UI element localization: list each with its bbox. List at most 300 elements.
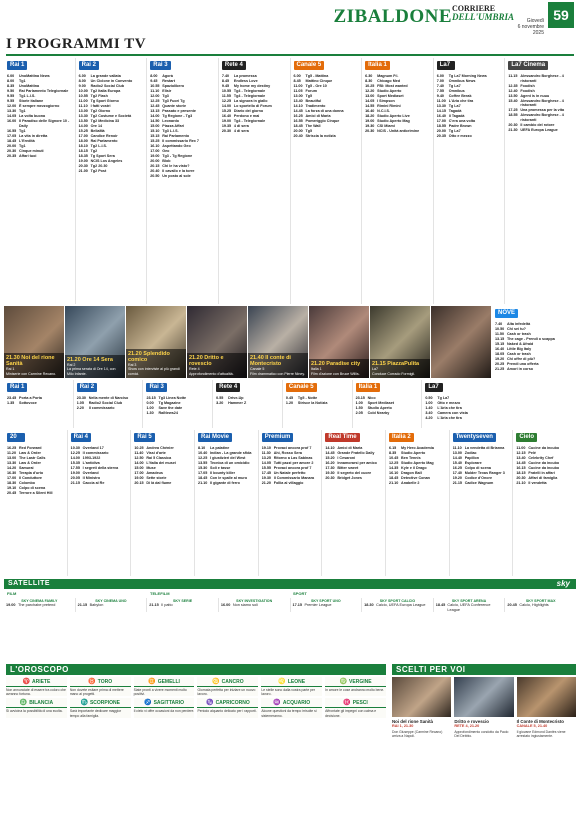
programme-time: 10.30 (70, 446, 80, 450)
programme-row (150, 129, 215, 134)
satellite-channel (219, 598, 291, 612)
programme-title: Diario del giorno (233, 109, 264, 113)
channel-column (450, 430, 514, 576)
programme-time: 13.25 (261, 456, 271, 460)
channel-column (492, 306, 576, 426)
programme-time: 15.40 (508, 98, 518, 103)
programme-row (437, 99, 502, 104)
programme-title: Tg Sport Sera (90, 154, 115, 158)
programme-time: 16.40 (436, 114, 446, 118)
sign-name: VERGINE (349, 678, 372, 685)
satellite-channel (505, 598, 576, 612)
programme-row (294, 124, 359, 129)
programme-time: 12.25 (198, 456, 208, 460)
programme-row (79, 114, 144, 119)
zodiac-icon: ♍ (339, 679, 348, 685)
sign-header (134, 677, 195, 687)
programme-time: 21.15 (70, 481, 80, 485)
programme-row (79, 154, 144, 159)
programme-title: Il Paradiso delle Signore 10 - Daily (19, 119, 70, 128)
programme-row (508, 128, 573, 133)
programme-row (7, 104, 72, 109)
programme-title: The cage - Prendi o scappa (507, 337, 555, 341)
programme-title: Tg4 - Telegiornale (233, 89, 266, 93)
programme-row (436, 603, 503, 612)
programme-row (495, 322, 573, 327)
programme-row (79, 139, 144, 144)
channel-badge: Rai 2 (79, 61, 99, 70)
programme-title: Restart (162, 79, 175, 83)
programme-title: Con le spalle al muro (210, 476, 248, 480)
channel-column (422, 380, 491, 428)
programme-title: Prendi una offerta (507, 362, 539, 366)
programme-row (79, 109, 144, 114)
programme-time: 12.15 (516, 451, 526, 455)
programme-time: 20.00 (436, 129, 446, 133)
programme-time: 12.25 (389, 461, 399, 465)
programme-time: 18.35 (78, 154, 88, 158)
programme-row (262, 471, 319, 476)
programme-time: 6.15 (389, 446, 397, 450)
programme-title: Kyle e il Drago (401, 466, 427, 470)
pick-title: Il Conte di Montecristo (516, 719, 564, 724)
programme-row (453, 456, 510, 461)
channel-logo (7, 60, 72, 71)
programme-time: 13.00 (452, 451, 462, 455)
programme-title: I Simpson (377, 99, 395, 103)
programme-time: 14.00 (134, 461, 144, 465)
channel-column (74, 380, 144, 428)
sign-name: ACQUARIO (282, 699, 311, 706)
caption-text: Conduce Corrado Formigli. (372, 371, 416, 376)
programme-title: Tg5 - Mattina (305, 74, 329, 78)
programme-row (7, 89, 72, 94)
programme-row (146, 406, 209, 411)
satellite-category (362, 591, 434, 596)
programme-row (516, 471, 573, 476)
programme-time: 19.00 (70, 471, 80, 475)
channel-logo (222, 60, 287, 71)
programme-title: Tg2 Post (90, 169, 107, 173)
channel-column (219, 58, 291, 304)
programme-title: Muse (146, 466, 156, 470)
channel-column (362, 58, 434, 304)
programme-time: 16.25 (293, 114, 303, 118)
satellite-category (433, 591, 505, 596)
satellite-channel-name: SKY SPORT ARENA (451, 599, 487, 603)
programme-row (7, 149, 72, 154)
programme-row (294, 114, 359, 119)
programme-row (516, 456, 573, 461)
programme-time: 16.40 (495, 347, 505, 351)
programme-time: 15.30 (198, 466, 208, 470)
programme-row (262, 446, 319, 451)
programme-row (150, 84, 215, 89)
programme-row (425, 416, 488, 421)
channel-column (283, 380, 353, 428)
programme-title: Il vendetta (528, 481, 547, 485)
channel-badge: Rai 3 (150, 61, 170, 70)
programme-row (222, 89, 287, 94)
programme-time: 9.40 (436, 94, 444, 98)
sign-text: Alcune questioni da tempo irrisolte si sistemeranno. (261, 709, 317, 718)
programme-row (294, 104, 359, 109)
programme-row (79, 124, 144, 129)
programme-row (356, 396, 419, 401)
sign-name: CAPRICORNO (215, 699, 250, 706)
channel-logo (7, 382, 70, 393)
programme-title: Rai 5 Classica (146, 456, 172, 460)
channel-logo (79, 60, 144, 71)
programme-time: 21.15 (452, 481, 462, 485)
prime-time-photo (126, 306, 186, 378)
programme-title: Tutti pazzi per amore 2 (273, 461, 314, 465)
programme-row (146, 411, 209, 416)
programme-row (508, 123, 573, 128)
zodiac-icon: ♌ (278, 679, 286, 685)
programme-row (150, 109, 215, 114)
programme-time: 20.45 (507, 603, 517, 608)
programme-title: Tg2 Flash (90, 94, 108, 98)
programme-row (425, 396, 488, 401)
programme-time: 19.20 (452, 476, 462, 480)
programme-row (150, 139, 215, 144)
channel-logo (262, 432, 319, 443)
programme-row (437, 104, 502, 109)
programme-row (437, 94, 502, 99)
programme-time: 0.45 (285, 396, 294, 400)
programme-row (262, 476, 319, 481)
programme-title: I giustizieri del West (210, 456, 246, 460)
programme-title: Ahi, Rosso Sera (273, 451, 302, 455)
prime-time-photos (4, 306, 491, 378)
programme-title: Il segreto del cuore (337, 471, 372, 475)
programme-title: L'antidiva (82, 461, 100, 465)
programme-title: Tg2 Italia Europa (90, 89, 121, 93)
caption-channel: La7 (372, 367, 378, 372)
channel-badge: Rai 1 (7, 61, 27, 70)
pick-channel: RETE 4, 21.20 (454, 724, 480, 728)
programme-row (453, 471, 510, 476)
channel-logo (495, 308, 573, 319)
programme-time: 20.35 (436, 134, 446, 138)
programme-time: 13.50 (508, 93, 518, 98)
programme-time: 11.40 (134, 451, 144, 455)
programme-time: 0.55 (216, 396, 224, 400)
programme-title: Elisir (162, 89, 172, 93)
programme-time: 0.50 (425, 396, 433, 400)
channel-badge: Rai 5 (134, 433, 154, 442)
sign-header (6, 698, 67, 708)
caption-title: Ore 14 Sera (82, 357, 113, 364)
programme-title: I Cesaroni (337, 456, 356, 460)
programme-time: 19.00 (365, 119, 375, 123)
programme-time: 18.45 (293, 124, 303, 128)
programme-row (7, 481, 64, 486)
programme-title: Ore 14 (90, 124, 103, 128)
programme-title: Innamorarsi per amico (337, 461, 377, 465)
programme-time: 3.20 (216, 401, 224, 405)
channel-badge: La7 Cinema (508, 61, 548, 70)
programme-title: Padre Brown (448, 124, 472, 128)
programme-time: 6.30 (365, 74, 373, 78)
programme-row (7, 456, 64, 461)
programme-title: Agent is in nuuu (520, 93, 550, 98)
programme-row (146, 401, 209, 406)
programme-title: Studio Aperto (367, 406, 392, 410)
horoscope-sign (6, 698, 67, 717)
programme-time: 13.00 (365, 94, 375, 98)
channel-badge: Italia 1 (356, 383, 381, 392)
channel-logo (294, 60, 359, 71)
programme-row (222, 129, 287, 134)
programme-row (7, 491, 64, 496)
horoscope-sign (197, 677, 258, 696)
channel-badge: Twentyseven (453, 433, 496, 442)
programme-time: 17.05 (198, 471, 208, 475)
programme-title: Studio Aperto Mag (401, 461, 434, 465)
channel-logo (508, 60, 573, 71)
programme-time: 20.30 (325, 476, 335, 480)
pick-text: Don Giuseppe (Carmine Recano) arriva a Napoli. (392, 729, 443, 738)
programme-time: 8.45 (221, 79, 230, 83)
photo-caption (126, 349, 186, 378)
programme-row (7, 396, 70, 401)
programme-row (365, 94, 430, 99)
sign-name: SCORPIONE (89, 699, 120, 706)
satellite-category: TELEFILM (150, 591, 170, 596)
programme-row (150, 119, 215, 124)
programme-row (325, 461, 382, 466)
programme-row (516, 476, 573, 481)
programme-row (294, 89, 359, 94)
programme-title: UnoMattina (19, 84, 40, 88)
programme-row (79, 89, 144, 94)
programme-title: Tg2 Costume e Società (90, 114, 132, 118)
programme-time: 20.50 (150, 174, 160, 178)
satellite-category: SPORT (293, 591, 307, 596)
programme-title: Calcio, UEFA Conference League (447, 603, 491, 612)
sign-text: Non annunciate di essere tra coloro che avranno fortuna. (6, 688, 66, 697)
programme-time: 8.30 (365, 79, 373, 83)
programme-time: 14.00 (78, 124, 88, 128)
programme-title: Alessandro Borghese - 4 ristoranti (520, 74, 564, 83)
programme-title: Bitter sweet (337, 466, 359, 470)
programme-time: 21.10 (389, 481, 399, 485)
channel-badge: La7 (425, 383, 443, 392)
horoscope-sign (197, 698, 258, 717)
programme-row (79, 129, 144, 134)
programme-title: Tg4 - Telegiornale (233, 94, 266, 98)
channel-badge: Rete 4 (222, 61, 246, 70)
programme-title: Tg Magazine (158, 401, 181, 405)
programme-time: 20.30 (221, 129, 232, 133)
programme-row (453, 476, 510, 481)
programme-row (150, 134, 215, 139)
programme-title: Strisce la Notizia (297, 401, 328, 405)
caption-title: Splendido comico (128, 351, 170, 364)
programme-time: 20.40 (150, 169, 160, 173)
programme-row (77, 401, 140, 406)
programme-time: 1.30 (146, 411, 154, 415)
programme-title: Un Natale perfetto (273, 471, 306, 475)
sign-text: Il cielo vi offre occasioni da non perdere. (133, 709, 195, 714)
programme-time: 14.00 (70, 456, 80, 460)
horoscope-sign (325, 698, 386, 717)
programme-title: Pomeriggio Cinque (305, 119, 340, 123)
programme-title: Caccia al Re (82, 481, 105, 485)
programme-time: 9.00 (78, 84, 86, 88)
programme-row (7, 119, 72, 128)
programme-time: 20.00 (150, 159, 160, 163)
channel-logo (365, 60, 430, 71)
programme-title: NCIS Los Angeles (90, 159, 123, 163)
programme-row (294, 79, 359, 84)
programme-time: 20.40 (293, 134, 303, 138)
programme-row (508, 108, 573, 113)
programme-time: 15.25 (221, 109, 232, 113)
programme-row (150, 99, 215, 104)
picks-list (392, 677, 576, 738)
programme-row (198, 476, 255, 481)
programme-row (71, 446, 128, 451)
programme-title: Calcio, Highlights (519, 603, 549, 608)
satellite-channel-name: SKY INVESTIGATION (236, 599, 273, 603)
nove-column (492, 306, 576, 426)
programme-time: 14.00 (221, 104, 232, 108)
programme-title: Tg3 Fuori Tg (162, 99, 185, 103)
programme-time: 14.50 (150, 119, 160, 123)
programme-time: 19.30 (261, 476, 271, 480)
prime-time-photo (248, 306, 308, 378)
caption-title: Paradise city (326, 361, 361, 368)
programme-time: 21.25 (495, 367, 505, 371)
programme-title: Storie italiane (19, 99, 44, 103)
programme-row (79, 104, 144, 109)
programme-title: Nella mente di Narciso (88, 396, 129, 400)
programme-row (437, 74, 502, 79)
programme-title: Perdono e mai (233, 114, 260, 118)
programme-time: 10.55 (221, 89, 232, 93)
sign-name: SAGITTARIO (153, 699, 185, 706)
programme-row (77, 396, 140, 401)
programme-title: Tg2 20.30 (90, 164, 108, 168)
programme-time: 19.35 (221, 124, 232, 128)
programme-row (71, 451, 128, 456)
programme-title: Amori in corso (507, 367, 534, 371)
programme-title: Sport Mediaset (377, 94, 404, 98)
programme-time: 7.40 (221, 74, 230, 78)
programme-time: 1.00 (425, 401, 433, 405)
programme-row (294, 74, 359, 79)
programme-time: 0.00 (146, 401, 154, 405)
programme-title: Il commissario (82, 451, 109, 455)
programme-title: Tecnica di un omicidio (210, 461, 250, 465)
programme-time: 7.40 (436, 84, 444, 88)
programme-time: 1.20 (285, 401, 294, 405)
programme-row (150, 154, 215, 159)
programme-row (365, 114, 430, 119)
programme-title: 4 di sera (233, 124, 249, 128)
channel-column (259, 430, 323, 576)
programme-time: 1.00 (146, 406, 154, 410)
programme-row (146, 396, 209, 401)
programme-title: Tg La7 (437, 396, 450, 400)
programme-time: 19.00 (78, 159, 88, 163)
programme-time: 19.00 (6, 603, 16, 608)
programme-row (495, 337, 573, 342)
pick-title: Noi del rione Sanità (392, 719, 433, 724)
programme-row (495, 342, 573, 347)
programme-title: Geo (162, 149, 170, 153)
programme-time: 11.10 (78, 104, 88, 108)
programme-row (508, 89, 573, 94)
zodiac-icon: ♎ (19, 700, 28, 707)
horoscope-sign (134, 698, 195, 717)
channel-logo (453, 432, 510, 443)
programme-title: Mulder Texas Ranger 3 (464, 471, 505, 475)
programme-time: 14.35 (389, 466, 399, 470)
satellite-channel-name: SKY SERIE (173, 599, 193, 603)
sky-logo: sky (556, 579, 570, 588)
programme-time: 13.40 (293, 99, 303, 103)
satellite-category (76, 591, 148, 596)
channel-column (147, 58, 219, 304)
caption-text: Show con interviste ai più grandi comici. (128, 367, 180, 376)
programme-title: Cadice Wagnum (464, 481, 494, 485)
channel-logo (146, 382, 209, 393)
programme-time: 18.55 (508, 113, 518, 117)
programme-time: 3.40 (425, 411, 433, 415)
programme-row (150, 149, 215, 154)
programme-time: 19.00 (221, 119, 232, 123)
programme-title: Endless Love (233, 79, 258, 83)
programme-title: Il bounty killer (210, 471, 236, 475)
programme-time: 20.45 (7, 491, 17, 495)
programme-row (79, 134, 144, 139)
programme-row (425, 401, 488, 406)
programme-row (365, 104, 430, 109)
programme-row (389, 446, 446, 451)
programme-time: 11.00 (436, 99, 446, 103)
programme-time: 12.00 (7, 104, 17, 108)
programme-row (425, 411, 488, 416)
programme-time: 18.20 (365, 114, 375, 118)
programme-time: 18.05 (495, 352, 505, 356)
programme-time: 14.55 (365, 104, 375, 108)
digital-channel-grid (4, 430, 576, 576)
programme-title: Pelé (528, 451, 536, 455)
programme-title: Soli e tasse (210, 466, 231, 470)
programme-title: Overland (82, 471, 99, 475)
programme-time: 19.20 (495, 357, 505, 361)
programme-title: Amadeus (146, 471, 163, 475)
programme-title: Tg Sport Giorno (90, 99, 119, 103)
photo-caption (187, 353, 247, 378)
programme-row (508, 99, 573, 108)
programme-row (150, 79, 215, 84)
programme-time: 15.10 (150, 129, 160, 133)
programme-title: Tg2 L.I.S. (90, 144, 108, 148)
programme-time: 21.15 (77, 603, 88, 608)
programme-row (71, 476, 128, 481)
programme-title: Andrea Chénier (146, 446, 174, 450)
programme-title: Tg3 - Tg Regione (162, 154, 193, 158)
programme-time: 14.15 (436, 109, 446, 113)
programme-row (7, 401, 70, 406)
horoscope-sign (261, 698, 322, 717)
channel-column (195, 430, 259, 576)
